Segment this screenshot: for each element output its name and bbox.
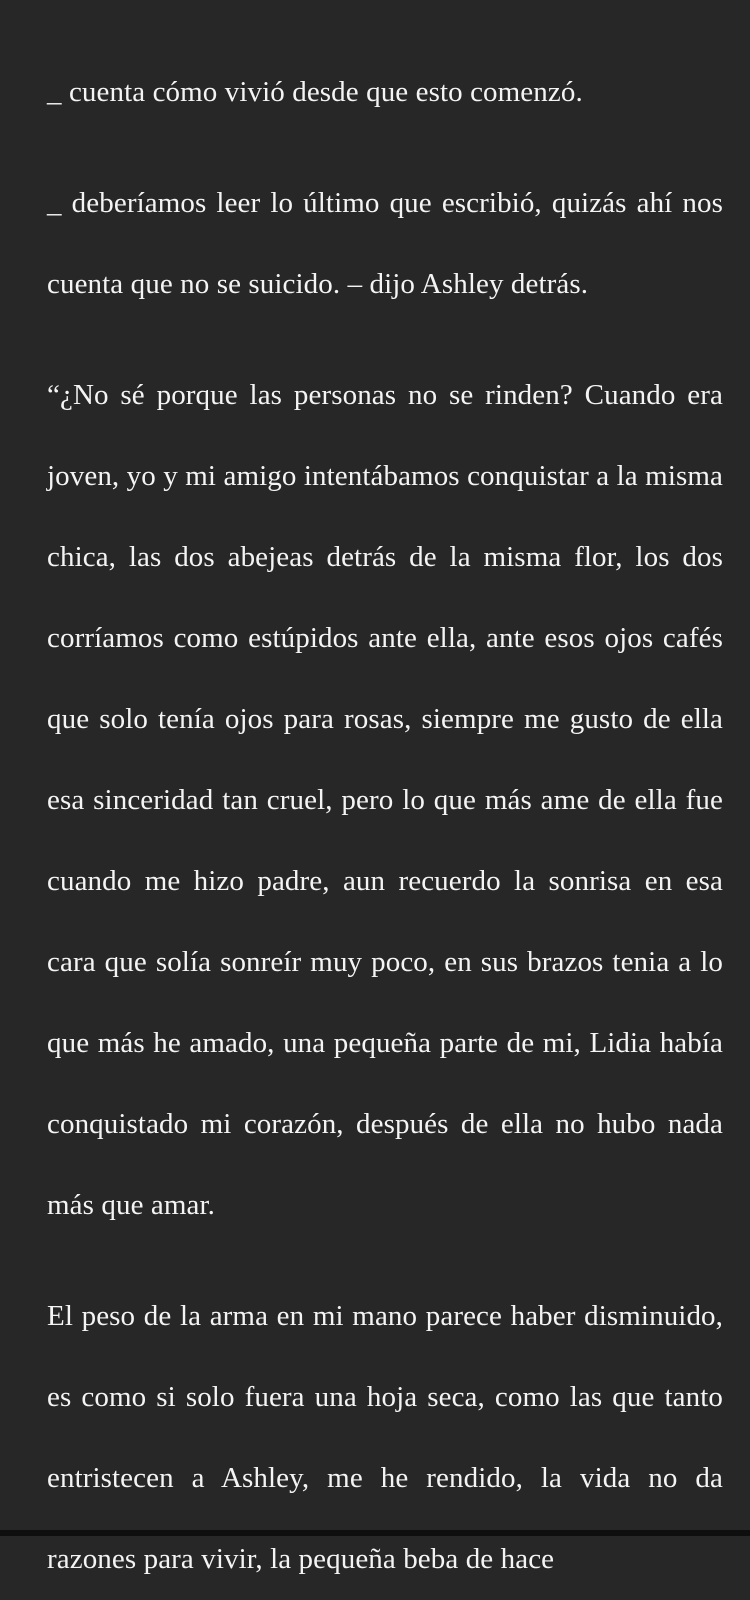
paragraph-4: El peso de la arma en mi mano parece haber disminuido, es como si solo fuera una hoja seca, como las que tanto entristecen a Ashley, me he rendido, la vida no da razones para vivir, la pequeña beba de hace (47, 1300, 723, 1575)
paragraph-2: _ deberíamos leer lo último que escribió, quizás ahí nos cuenta que no se suicido. – dijo Ashley detrás. (47, 187, 723, 300)
bottom-edge-bar (0, 1530, 750, 1536)
paragraph-3: “¿No sé porque las personas no se rinden? Cuando era joven, yo y mi amigo intentábamos conquistar a la misma chica, las dos abejeas detrás de la misma flor, los dos corríamos como estúpidos ante ella, ante esos ojos cafés que solo tenía ojos para rosas, siempre me gusto de ella esa sinceridad tan cruel, pero lo que más ame de ella fue cuando me hizo padre, aun recuerdo la sonrisa en esa cara que solía sonreír muy poco, en sus brazos tenia a lo que más he amado, una pequeña parte de mi, Lidia había conquistado mi corazón, después de ella no hubo nada más que amar. (47, 379, 723, 1221)
paragraph-1: _ cuenta cómo vivió desde que esto comenzó. (47, 76, 583, 108)
